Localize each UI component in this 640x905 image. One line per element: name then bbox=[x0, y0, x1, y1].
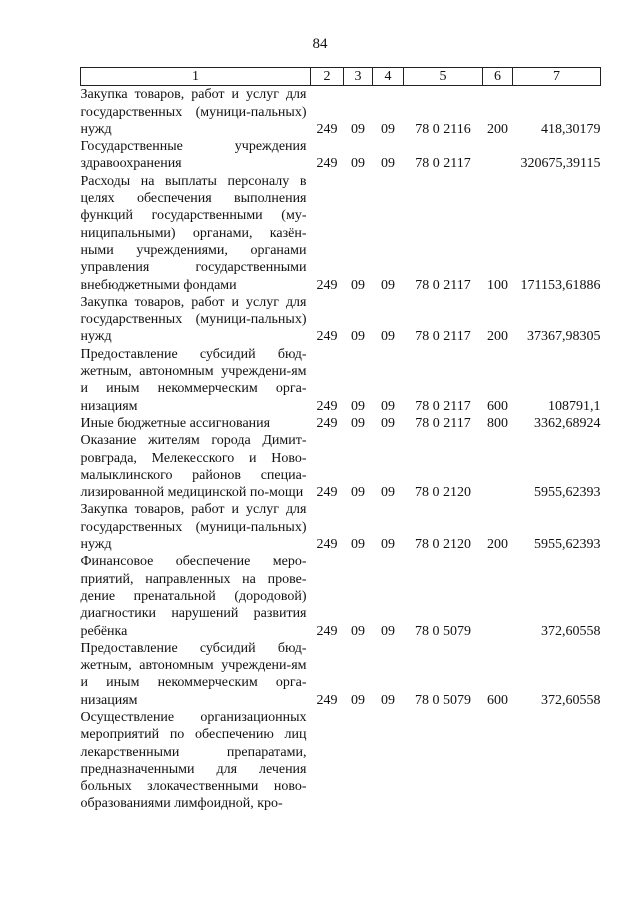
section-code: 09 bbox=[351, 277, 365, 293]
amount: 3362,68924 bbox=[534, 415, 601, 431]
item-name: Расходы на выплаты персоналу в целях обеспечения выполнения функций государственными (му-ниципальными) органами, казён-ными учреждениями, органами управления государственными внебюджетными фондами bbox=[80, 173, 307, 293]
amount: 37367,98305 bbox=[527, 329, 601, 345]
table-row bbox=[81, 553, 601, 639]
column-header: 2 bbox=[311, 68, 344, 86]
target-article-code: 78 0 2117 bbox=[415, 398, 471, 414]
section-code: 09 bbox=[351, 692, 365, 708]
target-article-code: 78 0 2120 bbox=[415, 537, 471, 553]
amount: 108791,1 bbox=[548, 398, 601, 414]
budget-table bbox=[80, 67, 601, 813]
expense-type-code: 800 bbox=[487, 415, 508, 431]
item-name: Предоставление субсидий бюд-жетным, автономным учреждени-ям и иным некоммерческим орга-низациям bbox=[80, 640, 307, 708]
table-row bbox=[81, 346, 601, 415]
section-code: 09 bbox=[351, 485, 365, 501]
ministry-code: 249 bbox=[316, 398, 338, 414]
column-header: 3 bbox=[344, 68, 373, 86]
column-header: 1 bbox=[81, 68, 311, 86]
subsection-code: 09 bbox=[381, 623, 395, 639]
expense-type-code: 600 bbox=[487, 398, 508, 414]
expense-type-code: 100 bbox=[487, 277, 508, 293]
ministry-code: 249 bbox=[316, 277, 338, 293]
subsection-code: 09 bbox=[381, 537, 395, 553]
item-name: Государственные учреждения здравоохранения bbox=[80, 139, 307, 172]
target-article-code: 78 0 2117 bbox=[415, 329, 471, 345]
expense-type-code: 600 bbox=[487, 692, 508, 708]
column-header: 6 bbox=[483, 68, 513, 86]
subsection-code: 09 bbox=[381, 156, 395, 172]
subsection-code: 09 bbox=[381, 485, 395, 501]
expense-type-code: 200 bbox=[487, 121, 508, 137]
item-name: Финансовое обеспечение меро-приятий, направленных на прове-дение пренатальной (дородовой) диагностики нарушений развития ребёнка bbox=[80, 554, 307, 639]
subsection-code: 09 bbox=[381, 415, 395, 431]
amount: 171153,61886 bbox=[520, 277, 601, 293]
expense-type-code bbox=[483, 138, 513, 173]
table-row bbox=[81, 432, 601, 501]
target-article-code: 78 0 2117 bbox=[415, 277, 471, 293]
target-article-code: 78 0 2116 bbox=[415, 121, 471, 137]
item-name: Предоставление субсидий бюд-жетным, автономным учреждени-ям и иным некоммерческим орга-низациям bbox=[80, 346, 307, 414]
ministry-code: 249 bbox=[316, 415, 338, 431]
ministry-code: 249 bbox=[316, 485, 338, 501]
amount bbox=[513, 709, 601, 813]
ministry-code: 249 bbox=[316, 692, 338, 708]
target-article-code: 78 0 5079 bbox=[415, 692, 471, 708]
table-row bbox=[81, 709, 601, 813]
column-header: 4 bbox=[373, 68, 404, 86]
section-code: 09 bbox=[351, 121, 365, 137]
table-row bbox=[81, 86, 601, 138]
table-row bbox=[81, 415, 601, 432]
section-code: 09 bbox=[351, 156, 365, 172]
section-code: 09 bbox=[351, 329, 365, 345]
amount: 5955,62393 bbox=[534, 537, 601, 553]
amount: 372,60558 bbox=[541, 692, 601, 708]
table-row bbox=[81, 138, 601, 173]
expense-type-code: 200 bbox=[487, 329, 508, 345]
table-row bbox=[81, 501, 601, 553]
table-row bbox=[81, 640, 601, 709]
item-name: Иные бюджетные ассигнования bbox=[80, 415, 271, 431]
item-name: Закупка товаров, работ и услуг для государственных (муници-пальных) нужд bbox=[80, 87, 307, 137]
table-header-row bbox=[81, 68, 601, 86]
expense-type-code: 200 bbox=[487, 537, 508, 553]
page-number: 84 bbox=[312, 36, 328, 52]
column-header: 7 bbox=[513, 68, 601, 86]
subsection-code: 09 bbox=[381, 121, 395, 137]
target-article-code bbox=[404, 709, 483, 813]
amount: 320675,39115 bbox=[520, 156, 601, 172]
expense-type-code bbox=[483, 709, 513, 813]
target-article-code: 78 0 2117 bbox=[415, 156, 471, 172]
ministry-code: 249 bbox=[316, 623, 338, 639]
item-name: Оказание жителям города Димит-ровграда, Мелекесского и Ново-малыклинского районов специа-лизированной медицинской по-мощи bbox=[80, 433, 307, 501]
amount: 372,60558 bbox=[541, 623, 601, 639]
item-name: Закупка товаров, работ и услуг для государственных (муници-пальных) нужд bbox=[80, 502, 307, 553]
amount: 418,30179 bbox=[541, 121, 601, 137]
target-article-code: 78 0 5079 bbox=[415, 623, 471, 639]
ministry-code: 249 bbox=[316, 537, 338, 553]
section-code: 09 bbox=[351, 398, 365, 414]
subsection-code: 09 bbox=[381, 398, 395, 414]
column-header: 5 bbox=[404, 68, 483, 86]
subsection-code bbox=[373, 709, 404, 813]
ministry-code: 249 bbox=[316, 329, 338, 345]
section-code: 09 bbox=[351, 623, 365, 639]
table-row bbox=[81, 294, 601, 346]
expense-type-code bbox=[483, 432, 513, 501]
section-code: 09 bbox=[351, 537, 365, 553]
table-body bbox=[81, 86, 601, 813]
table-row bbox=[81, 173, 601, 294]
expense-type-code bbox=[483, 553, 513, 639]
subsection-code: 09 bbox=[381, 277, 395, 293]
item-name: Закупка товаров, работ и услуг для государственных (муници-пальных) нужд bbox=[80, 294, 307, 345]
section-code: 09 bbox=[351, 415, 365, 431]
amount: 5955,62393 bbox=[534, 485, 601, 501]
target-article-code: 78 0 2117 bbox=[415, 415, 471, 431]
target-article-code: 78 0 2120 bbox=[415, 485, 471, 501]
subsection-code: 09 bbox=[381, 329, 395, 345]
section-code bbox=[344, 709, 373, 813]
item-name: Осуществление организационных мероприятий по обеспечению лиц лекарственными препаратами, предназначенными для лечения больных злокачественными ново-образованиями лимфоидной, кро- bbox=[80, 709, 307, 812]
ministry-code: 249 bbox=[316, 156, 338, 172]
subsection-code: 09 bbox=[381, 692, 395, 708]
ministry-code bbox=[311, 709, 344, 813]
ministry-code: 249 bbox=[316, 121, 338, 137]
